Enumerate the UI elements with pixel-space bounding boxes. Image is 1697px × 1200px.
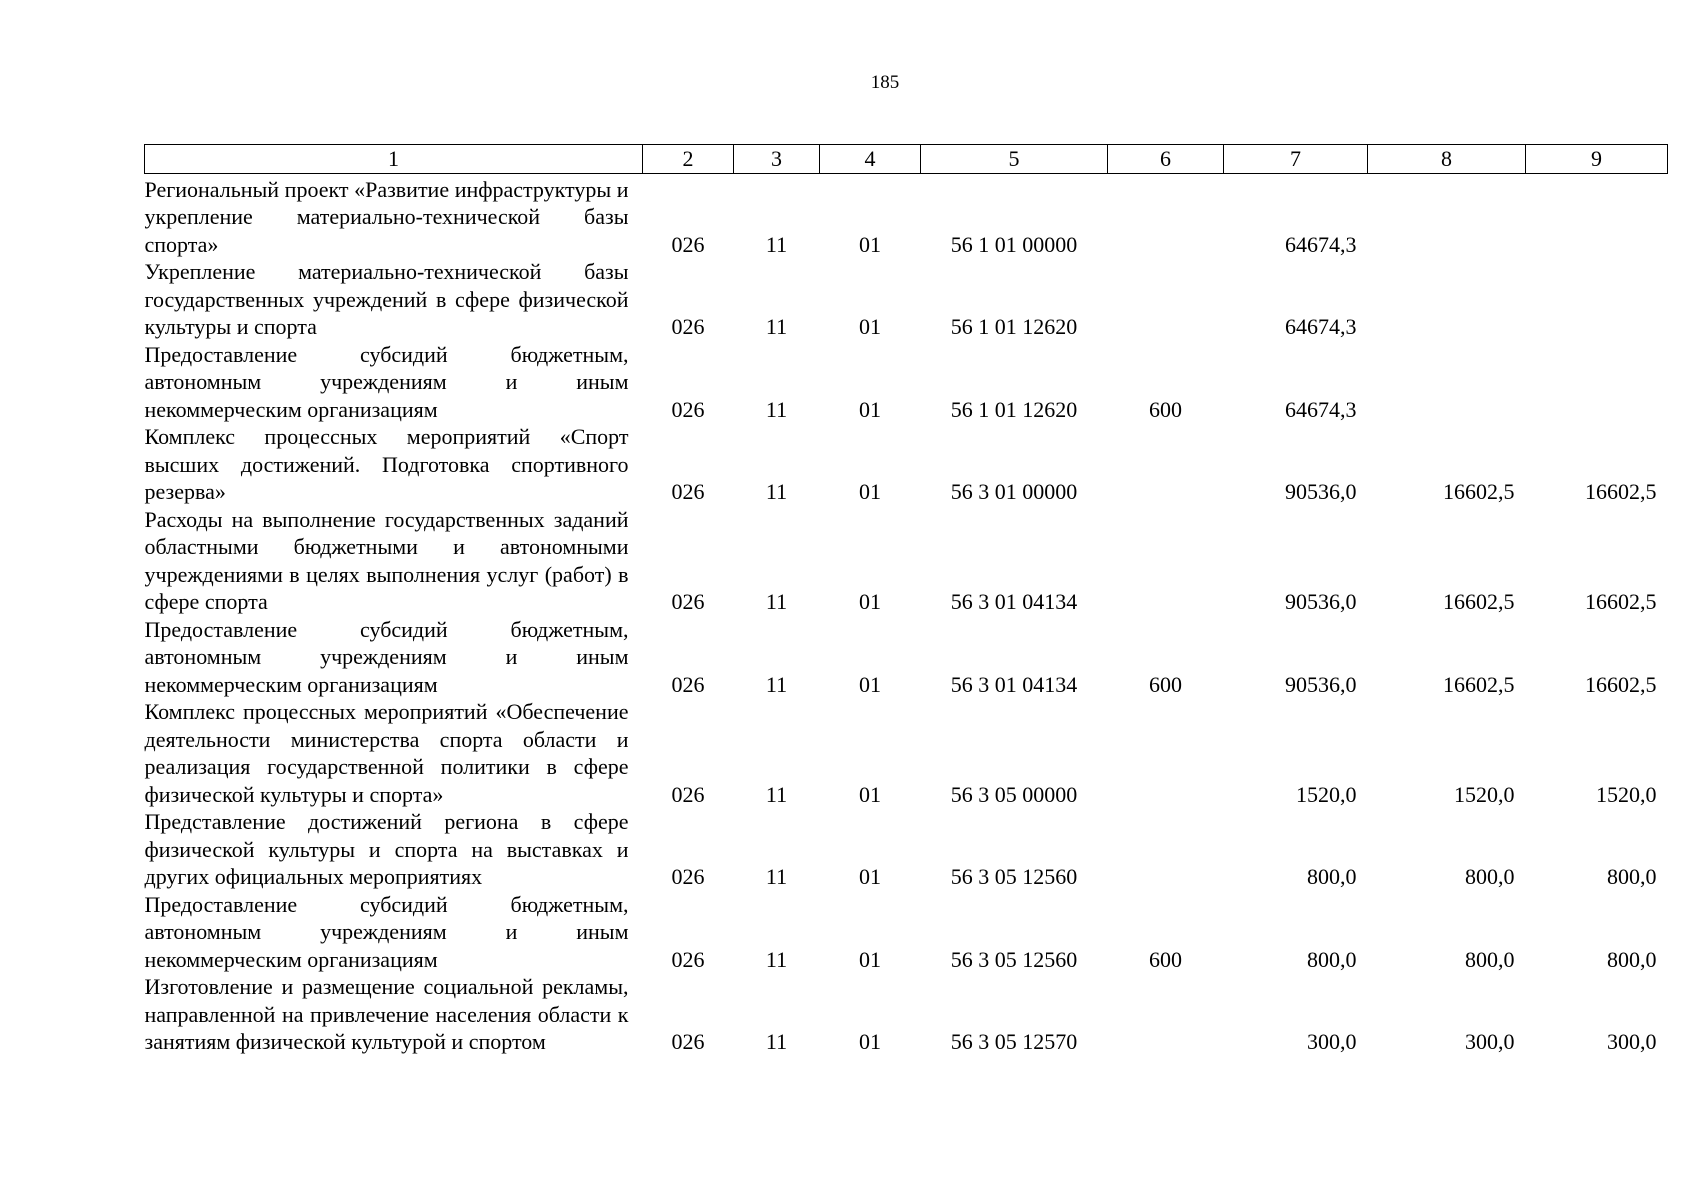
table-row [145,698,1668,808]
header-col-3: 3 [734,145,820,174]
row-name: Предоставление субсидий бюджетным, автономным учреждениям и иным некоммерческим организациям [144,616,629,697]
amount-col-8 [1368,173,1526,258]
amount-col-9: 800,0 [1607,864,1657,889]
section-code: 11 [765,231,788,257]
amount-col-9 [1526,173,1668,258]
ministry-code: 026 [671,589,705,614]
header-col-4: 4 [820,145,921,174]
subsection-code: 01 [859,314,881,339]
target-article-code: 56 1 01 12620 [950,396,1078,422]
section-code: 11 [765,396,788,422]
budget-table [144,144,1668,1056]
header-row [145,145,1668,174]
row-name: Предоставление субсидий бюджетным, автономным учреждениям и иным некоммерческим организациям [144,891,629,972]
amount-col-7: 800,0 [1307,946,1357,972]
row-name: Представление достижений региона в сфере физической культуры и спорта на выставках и других официальных мероприятиях [144,809,629,889]
row-name: Комплекс процессных мероприятий «Спорт высших достижений. Подготовка спортивного резерва» [144,424,629,504]
table-row [145,423,1668,506]
expense-type-code: 600 [1149,671,1182,697]
header-col-2: 2 [643,145,734,174]
ministry-code: 026 [671,396,705,422]
amount-col-9 [1526,258,1668,341]
header-col-1: 1 [145,145,643,174]
ministry-code: 026 [671,479,705,504]
amount-col-8: 16602,5 [1443,589,1515,614]
header-col-9: 9 [1526,145,1668,174]
target-article-code: 56 1 01 12620 [950,314,1078,339]
table-row [145,616,1668,699]
expense-type-code [1108,973,1224,1056]
ministry-code: 026 [671,1029,705,1054]
expense-type-code [1108,173,1224,258]
row-name: Укрепление материально-технической базы государственных учреждений в сфере физической культуры и спорта [144,259,629,339]
target-article-code: 56 1 01 00000 [950,231,1078,257]
amount-col-8: 300,0 [1465,1029,1515,1054]
ministry-code: 026 [671,231,705,257]
subsection-code: 01 [859,479,881,504]
expense-type-code: 600 [1149,946,1182,972]
table-row [145,173,1668,258]
subsection-code: 01 [859,671,881,697]
ministry-code: 026 [671,864,705,889]
row-name: Изготовление и размещение социальной рекламы, направленной на привлечение населения области к занятиям физической культурой и спортом [144,974,629,1054]
expense-type-code [1108,258,1224,341]
amount-col-8: 16602,5 [1443,479,1515,504]
amount-col-7: 64674,3 [1285,396,1357,422]
amount-col-7: 90536,0 [1285,589,1357,614]
ministry-code: 026 [671,314,705,339]
amount-col-8 [1368,258,1526,341]
amount-col-9: 16602,5 [1585,479,1657,504]
amount-col-9: 1520,0 [1596,781,1657,807]
header-col-5: 5 [921,145,1108,174]
target-article-code: 56 3 05 00000 [950,781,1078,807]
row-name: Региональный проект «Развитие инфраструктуры и укрепление материально-технической базы спорта» [144,176,629,257]
table-row [145,258,1668,341]
amount-col-8: 1520,0 [1454,781,1515,807]
section-code: 11 [765,1029,788,1054]
row-name: Расходы на выполнение государственных заданий областными бюджетными и автономными учреждениями в целях выполнения услуг (работ) в сфере спорта [144,506,629,614]
subsection-code: 01 [859,231,881,257]
section-code: 11 [765,946,788,972]
section-code: 11 [765,671,788,697]
target-article-code: 56 3 05 12560 [950,864,1078,889]
expense-type-code [1108,506,1224,616]
row-name: Предоставление субсидий бюджетным, автономным учреждениям и иным некоммерческим организациям [144,341,629,422]
expense-type-code: 600 [1149,396,1182,422]
target-article-code: 56 3 01 04134 [950,589,1078,614]
ministry-code: 026 [671,781,705,807]
section-code: 11 [765,479,788,504]
table-row [145,341,1668,424]
table-row [145,891,1668,974]
header-col-8: 8 [1368,145,1526,174]
amount-col-8 [1368,341,1526,424]
amount-col-9: 16602,5 [1585,589,1657,614]
subsection-code: 01 [859,864,881,889]
table-row [145,973,1668,1056]
header-col-6: 6 [1108,145,1224,174]
amount-col-7: 90536,0 [1285,479,1357,504]
target-article-code: 56 3 05 12570 [950,1029,1078,1054]
expense-type-code [1108,698,1224,808]
amount-col-9: 300,0 [1607,1029,1657,1054]
amount-col-8: 800,0 [1465,946,1515,972]
section-code: 11 [765,781,788,807]
amount-col-9 [1526,341,1668,424]
subsection-code: 01 [859,396,881,422]
amount-col-7: 64674,3 [1285,231,1357,257]
target-article-code: 56 3 01 04134 [950,671,1078,697]
amount-col-7: 800,0 [1307,864,1357,889]
table-row [145,506,1668,616]
amount-col-7: 64674,3 [1285,314,1357,339]
amount-col-9: 16602,5 [1585,671,1657,697]
header-col-7: 7 [1224,145,1368,174]
subsection-code: 01 [859,589,881,614]
ministry-code: 026 [671,946,705,972]
section-code: 11 [765,589,788,614]
amount-col-7: 300,0 [1307,1029,1357,1054]
amount-col-8: 16602,5 [1443,671,1515,697]
section-code: 11 [765,864,788,889]
amount-col-8: 800,0 [1465,864,1515,889]
amount-col-7: 1520,0 [1296,781,1357,807]
expense-type-code [1108,423,1224,506]
subsection-code: 01 [859,781,881,807]
section-code: 11 [765,314,788,339]
subsection-code: 01 [859,1029,881,1054]
page-number: 185 [870,72,900,93]
row-name: Комплекс процессных мероприятий «Обеспечение деятельности министерства спорта области и реализация государственной политики в сфере физической культуры и спорта» [144,699,629,807]
subsection-code: 01 [859,946,881,972]
target-article-code: 56 3 05 12560 [950,946,1078,972]
expense-type-code [1108,808,1224,891]
amount-col-7: 90536,0 [1285,671,1357,697]
ministry-code: 026 [671,671,705,697]
target-article-code: 56 3 01 00000 [950,479,1078,504]
table-row [145,808,1668,891]
amount-col-9: 800,0 [1607,946,1657,972]
